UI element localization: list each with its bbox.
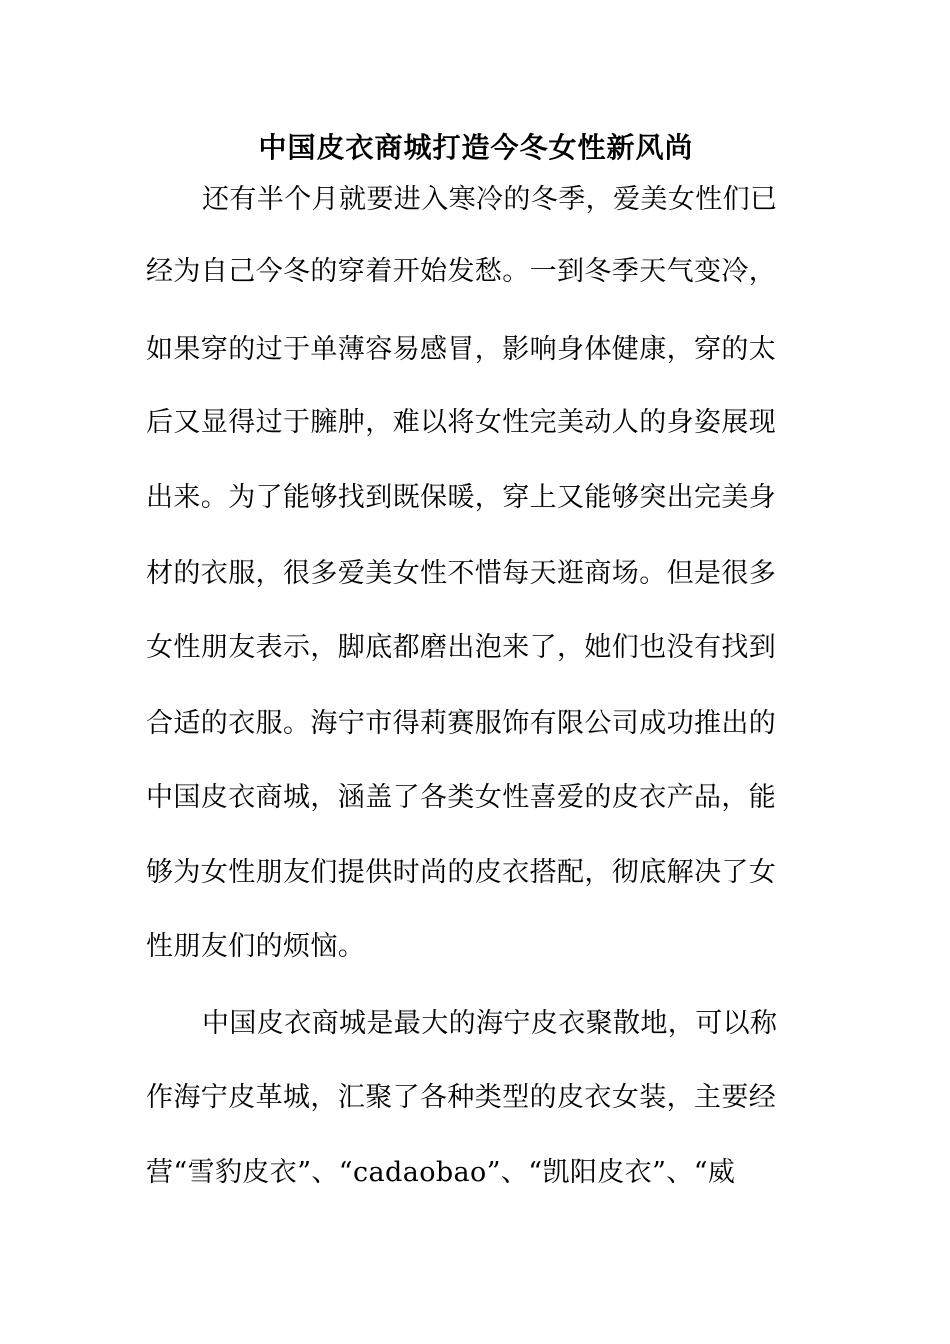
document-title: 中国皮衣商城打造今冬女性新风尚 xyxy=(258,131,694,164)
paragraph-2-line-3: 营“雪豹皮衣”、“cadaobao”、“凯阳皮衣”、“威 xyxy=(146,1157,736,1188)
paragraph-1-line-3: 如果穿的过于单薄容易感冒，影响身体健康，穿的太 xyxy=(146,334,777,365)
paragraph-2-line-1: 中国皮衣商城是最大的海宁皮衣聚散地，可以称 xyxy=(202,1008,778,1039)
paragraph-1-line-9: 中国皮衣商城，涵盖了各类女性喜爱的皮衣产品，能 xyxy=(146,782,777,813)
paragraph-2-line-2: 作海宁皮革城，汇聚了各种类型的皮衣女装，主要经 xyxy=(146,1082,777,1113)
paragraph-1-line-1: 还有半个月就要进入寒冷的冬季，爱美女性们已 xyxy=(202,184,778,215)
paragraph-1-line-11: 性朋友们的烦恼。 xyxy=(146,931,366,962)
paragraph-1-line-6: 材的衣服，很多爱美女性不惜每天逛商场。但是很多 xyxy=(146,558,777,589)
paragraph-1-line-10: 够为女性朋友们提供时尚的皮衣搭配，彻底解决了女 xyxy=(146,857,777,888)
paragraph-1-line-5: 出来。为了能够找到既保暖，穿上又能够突出完美身 xyxy=(146,482,777,513)
paragraph-1-line-7: 女性朋友表示，脚底都磨出泡来了，她们也没有找到 xyxy=(146,632,777,663)
paragraph-1-line-8: 合适的衣服。海宁市得莉赛服饰有限公司成功推出的 xyxy=(146,708,777,739)
paragraph-1-line-2: 经为自己今冬的穿着开始发愁。一到冬季天气变冷， xyxy=(146,256,777,287)
paragraph-1-line-4: 后又显得过于臃肿，难以将女性完美动人的身姿展现 xyxy=(146,407,777,438)
